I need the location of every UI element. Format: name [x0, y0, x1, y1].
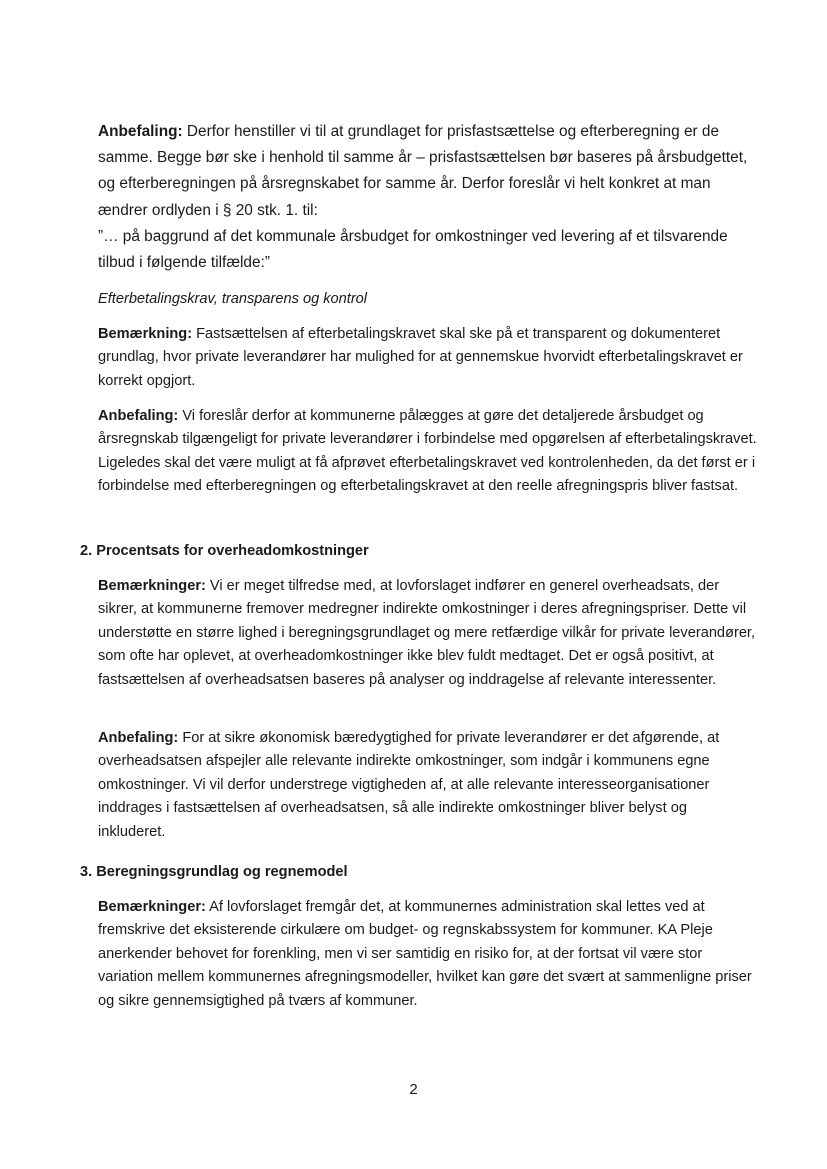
page-number: 2: [409, 1081, 418, 1098]
section-3-remarks: [98, 896, 758, 1013]
remarks-label: Bemærkninger:: [98, 899, 206, 915]
recommendation-paragraph-2: [98, 405, 758, 499]
section-2-remarks: [98, 575, 758, 692]
recommendation-paragraph-1: [98, 119, 758, 276]
remarks-text: Af lovforslaget fremgår det, at kommunernes administration skal lettes ved at fremskrive det eksisterende cirkulære om budget- og regnskabssystem for kommuner. KA Pleje anerkender behovet for forenkling, men vi ser samtidig en risiko for, at der fortsat vil være stor variation mellem kommunernes afregningsmodeller, hvilket kan gøre det svært at sammenligne priser og sikre gennemsigtighed på tværs af kommuner.: [98, 899, 752, 1009]
remark-text: Fastsættelsen af efterbetalingskravet skal ske på et transparent og dokumenteret grundlag, hvor private leverandører har mulighed for at gennemskue hvorvidt efterbetalingskravet er korrekt opgjort.: [98, 326, 743, 389]
section-heading-3: 3. Beregningsgrundlag og regnemodel: [80, 864, 348, 880]
remarks-text: Vi er meget tilfredse med, at lovforslaget indfører en generel overheadsats, der sikrer, at kommunerne fremover medregner indirekte omkostninger i deres afregningspriser. Dette vil understøtte en større lighed i beregningsgrundlaget og mere retfærdige vilkår for private leverandører, som ofte har oplevet, at overheadomkostninger ikke blev fuldt medtaget. Det er også positivt, at fastsættelsen af overheadsatsen baseres på analyser og inddragelse af relevante interessenter.: [98, 578, 756, 688]
remark-paragraph: [98, 323, 758, 393]
subheading: Efterbetalingskrav, transparens og kontrol: [98, 291, 368, 307]
remarks-label: Bemærkninger:: [98, 578, 206, 594]
recommendation-label: Anbefaling:: [98, 123, 183, 140]
recommendation-label: Anbefaling:: [98, 408, 179, 424]
recommendation-text: Vi foreslår derfor at kommunerne pålægges at gøre det detaljerede årsbudget og årsregnskab tilgængeligt for private leverandører i forbindelse med opgørelsen af efterbetalingskravet. Ligeledes skal det være muligt at få afprøvet efterbetalingskravet ved kontrolenheden, da det først er i forbindelse med efterberegningen og efterbetalingskravet at den reelle afregningspris bliver fastsat.: [98, 408, 757, 495]
section-2-recommendation: [98, 727, 758, 844]
recommendation-label: Anbefaling:: [98, 730, 179, 746]
proposed-wording-quote: ”… på baggrund af det kommunale årsbudget for omkostninger ved levering af et tilsvarende tilbud i følgende tilfælde:”: [98, 227, 728, 272]
recommendation-text: For at sikre økonomisk bæredygtighed for private leverandører er det afgørende, at overheadsatsen afspejler alle relevante indirekte omkostninger, som indgår i kommunens egne omkostninger. Vi vil derfor understrege vigtigheden af, at alle relevante interesseorganisationer inddrages i fastsættelsen af overheadsatsen, så alle indirekte omkostninger bliver belyst og inkluderet.: [98, 730, 720, 840]
section-heading-2: 2. Procentsats for overheadomkostninger: [80, 543, 369, 559]
recommendation-text: Derfor henstiller vi til at grundlaget for prisfastsættelse og efterberegning er de samme. Begge bør ske i henhold til samme år – prisfastsættelsen bør baseres på årsbudgettet, og efterberegningen på årsregnskabet for samme år. Derfor foreslår vi helt konkret at man ændrer ordlyden i § 20 stk. 1. til:: [98, 123, 748, 219]
remark-label: Bemærkning:: [98, 326, 193, 342]
